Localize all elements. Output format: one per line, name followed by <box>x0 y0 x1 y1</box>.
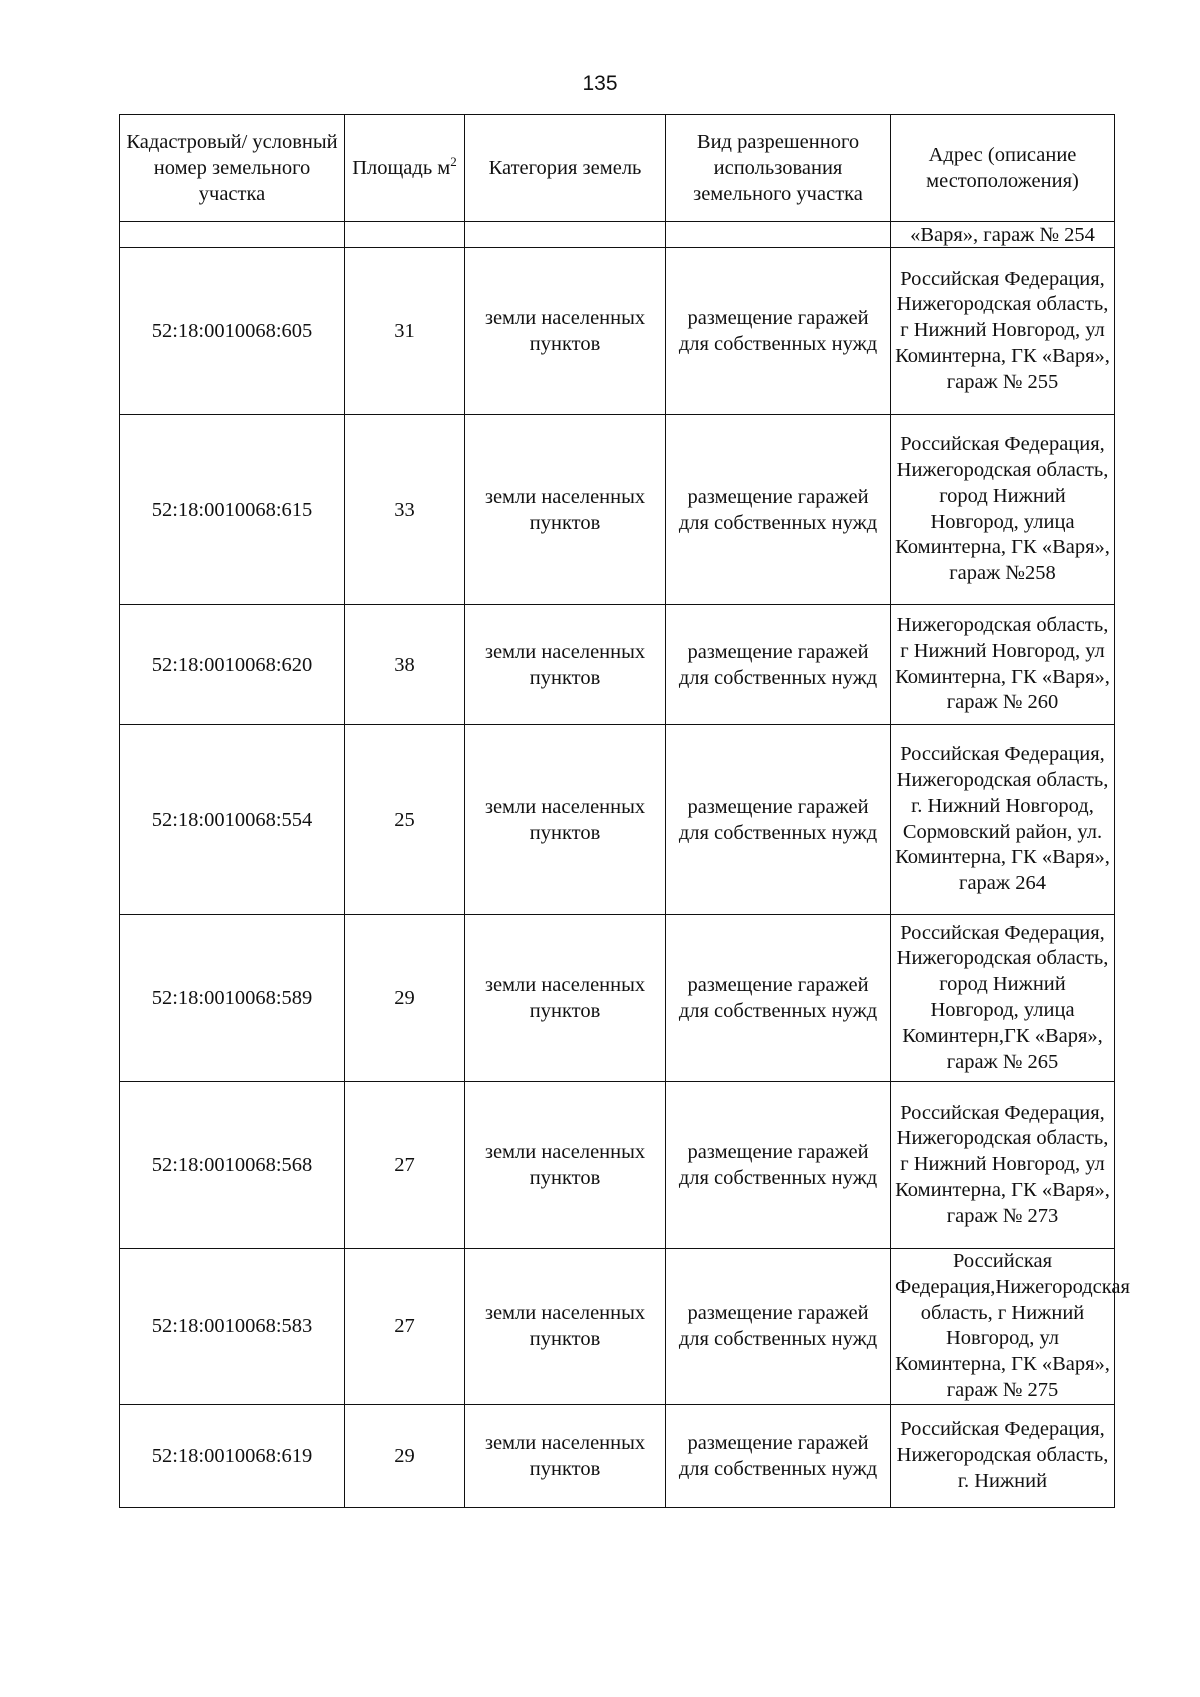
cell-area: 38 <box>345 605 465 725</box>
cell-address: Российская Федерация, Нижегородская область, г. Нижний Новгород, Сормовский район, ул. Коминтерна, ГК «Варя», гараж 264 <box>891 725 1115 915</box>
cell-category: земли населенных пунктов <box>465 915 666 1082</box>
cell-area: 25 <box>345 725 465 915</box>
cell-usage: размещение гаражей для собственных нужд <box>666 915 891 1082</box>
cell-address: Российская Федерация, Нижегородская область, город Нижний Новгород, улица Коминтерн,ГК «Варя», гараж № 265 <box>891 915 1115 1082</box>
cell-cadastral: 52:18:0010068:615 <box>120 415 345 605</box>
table-row <box>120 725 1115 915</box>
cell-usage: размещение гаражей для собственных нужд <box>666 1404 891 1507</box>
cell-category: земли населенных пунктов <box>465 1082 666 1249</box>
header-area <box>345 115 465 222</box>
cell-area: 27 <box>345 1249 465 1405</box>
cell-cadastral: 52:18:0010068:620 <box>120 605 345 725</box>
cell-address: Российская Федерация, Нижегородская область, г. Нижний <box>891 1404 1115 1507</box>
cell-usage: размещение гаражей для собственных нужд <box>666 415 891 605</box>
cell-empty <box>345 222 465 248</box>
cell-empty <box>120 222 345 248</box>
cell-address: Российская Федерация, Нижегородская область, г Нижний Новгород, ул Коминтерна, ГК «Варя», гараж № 273 <box>891 1082 1115 1249</box>
header-area-label: Площадь м <box>352 157 451 179</box>
header-cadastral-label: Кадастровый/ условный номер земельного участка <box>126 131 338 205</box>
cell-address: Российская Федерация, Нижегородская область, г Нижний Новгород, ул Коминтерна, ГК «Варя», гараж № 255 <box>891 248 1115 415</box>
header-category <box>465 115 666 222</box>
cell-empty <box>666 222 891 248</box>
cell-cadastral: 52:18:0010068:583 <box>120 1249 345 1405</box>
header-category-label: Категория земель <box>488 157 642 179</box>
table-row <box>120 415 1115 605</box>
land-plots-table <box>119 114 1130 1508</box>
cell-category: земли населенных пунктов <box>465 248 666 415</box>
header-usage-label: Вид разрешенного использования земельного участка <box>693 131 863 205</box>
cell-empty <box>465 222 666 248</box>
header-address-label: Адрес (описание местоположения) <box>926 144 1079 192</box>
cell-usage: размещение гаражей для собственных нужд <box>666 248 891 415</box>
table-row-continued <box>120 222 1115 248</box>
table-row <box>120 915 1115 1082</box>
cell-category: земли населенных пунктов <box>465 605 666 725</box>
cell-usage: размещение гаражей для собственных нужд <box>666 1249 891 1405</box>
cell-cadastral: 52:18:0010068:619 <box>120 1404 345 1507</box>
cell-area: 29 <box>345 1404 465 1507</box>
cell-address: Российская Федерация,Нижегородская область, г Нижний Новгород, ул Коминтерна, ГК «Варя», гараж № 275 <box>891 1249 1115 1405</box>
header-area-unit-exponent: 2 <box>450 154 457 170</box>
cell-usage: размещение гаражей для собственных нужд <box>666 1082 891 1249</box>
cell-area: 31 <box>345 248 465 415</box>
header-address <box>891 115 1115 222</box>
cell-category: земли населенных пунктов <box>465 1249 666 1405</box>
cell-address: Нижегородская область, г Нижний Новгород, ул Коминтерна, ГК «Варя», гараж № 260 <box>891 605 1115 725</box>
table-row <box>120 1082 1115 1249</box>
table-header-row <box>120 115 1115 222</box>
table-row <box>120 248 1115 415</box>
cell-usage: размещение гаражей для собственных нужд <box>666 605 891 725</box>
table-row <box>120 605 1115 725</box>
cell-area: 29 <box>345 915 465 1082</box>
table-row <box>120 1249 1115 1405</box>
header-cadastral <box>120 115 345 222</box>
cell-area: 27 <box>345 1082 465 1249</box>
page-number: 135 <box>582 72 618 95</box>
header-usage <box>666 115 891 222</box>
table-row <box>120 1404 1115 1507</box>
cell-cadastral: 52:18:0010068:568 <box>120 1082 345 1249</box>
cell-address: «Варя», гараж № 254 <box>891 222 1115 248</box>
cell-cadastral: 52:18:0010068:554 <box>120 725 345 915</box>
cell-area: 33 <box>345 415 465 605</box>
cell-address: Российская Федерация, Нижегородская область, город Нижний Новгород, улица Коминтерна, ГК «Варя», гараж №258 <box>891 415 1115 605</box>
cell-usage: размещение гаражей для собственных нужд <box>666 725 891 915</box>
cell-category: земли населенных пунктов <box>465 1404 666 1507</box>
cell-category: земли населенных пунктов <box>465 725 666 915</box>
cell-category: земли населенных пунктов <box>465 415 666 605</box>
cell-cadastral: 52:18:0010068:605 <box>120 248 345 415</box>
cell-cadastral: 52:18:0010068:589 <box>120 915 345 1082</box>
